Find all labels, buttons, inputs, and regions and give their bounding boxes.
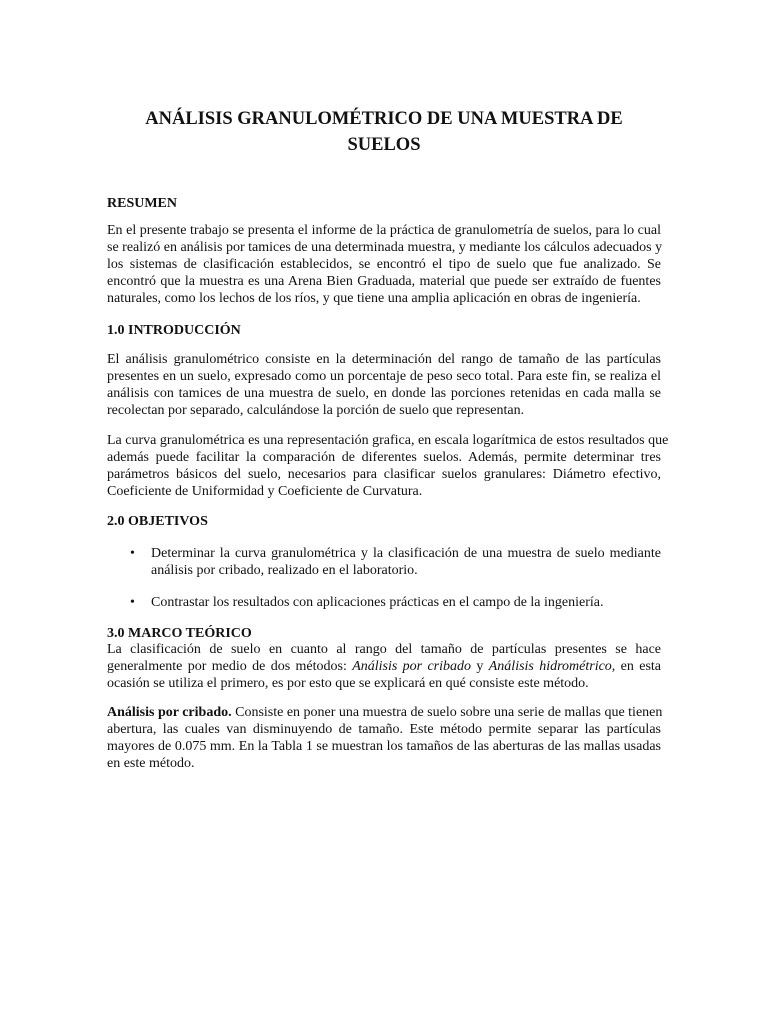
marco-text: en esta bbox=[615, 659, 662, 675]
document-title bbox=[107, 106, 661, 158]
introduccion-line: presentes en un suelo, expresado como un porcentaje de peso seco total. Para este fin, se realiza el bbox=[107, 369, 661, 385]
objetivo-text bbox=[151, 594, 661, 611]
resumen-line: En el presente trabajo se presenta el informe de la práctica de granulometría de suelos, para lo cual bbox=[107, 223, 661, 238]
marco-paragraph-2 bbox=[107, 704, 661, 772]
marco-paragraph-1 bbox=[107, 641, 661, 692]
introduccion-paragraph-1 bbox=[107, 351, 661, 419]
title-line-1: ANÁLISIS GRANULOMÉTRICO DE UNA MUESTRA DE bbox=[145, 109, 623, 129]
marco-text: generalmente por medio de dos métodos: bbox=[107, 659, 353, 675]
introduccion-line: recolectan por separado, calculándose la porción de suelo que representan. bbox=[107, 403, 525, 419]
cribado-term: Análisis por cribado. bbox=[107, 705, 232, 720]
marco-text: Consiste en poner una muestra de suelo sobre una serie de mallas que tienen bbox=[231, 705, 663, 720]
objetivo-line: Determinar la curva granulométrica y la clasificación de una muestra de suelo mediante bbox=[151, 546, 661, 561]
marco-line: mayores de 0.075 mm. En la Tabla 1 se muestran los tamaños de las aberturas de las mallas usadas bbox=[107, 739, 661, 755]
hidrometrico-method: Análisis hidrométrico, bbox=[488, 659, 616, 675]
introduccion-line: además puede facilitar la comparación de diferentes suelos. Además, permite determinar tres bbox=[107, 450, 661, 466]
objetivos-heading: 2.0 OBJETIVOS bbox=[107, 514, 208, 529]
marco-teorico-heading: 3.0 MARCO TEÓRICO bbox=[107, 626, 252, 641]
introduccion-line: Coeficiente de Uniformidad y Coeficiente de Curvatura. bbox=[107, 484, 423, 500]
introduccion-line: análisis con tamices de una muestra de suelo, en donde las porciones retenidas en cada malla se bbox=[107, 386, 661, 402]
cribado-method: Análisis por cribado bbox=[352, 659, 472, 675]
title-line-2: SUELOS bbox=[347, 135, 421, 155]
objetivo-line: análisis por cribado, realizado en el laboratorio. bbox=[151, 563, 418, 579]
resumen-line: los sistemas de clasificación establecidos, se encontró el tipo de suelo que fue analizado. Se bbox=[107, 257, 661, 273]
resumen-heading: RESUMEN bbox=[107, 196, 178, 211]
marco-line-methods bbox=[107, 658, 661, 675]
marco-text: y bbox=[471, 659, 489, 675]
bullet-icon: • bbox=[130, 546, 135, 561]
marco-line: abertura, las cuales van disminuyendo de tamaño. Este método permite separar las partículas bbox=[107, 722, 661, 738]
resumen-paragraph bbox=[107, 222, 661, 307]
objetivo-text bbox=[151, 545, 661, 579]
marco-line: La clasificación de suelo en cuanto al rango del tamaño de partículas presentes se hace bbox=[107, 642, 661, 657]
introduccion-paragraph-2 bbox=[107, 432, 669, 500]
introduccion-line: La curva granulométrica es una representación grafica, en escala logarítmica de estos resultados que bbox=[107, 433, 669, 448]
bullet-icon: • bbox=[130, 595, 135, 610]
objetivo-line: Contrastar los resultados con aplicaciones prácticas en el campo de la ingeniería. bbox=[151, 595, 604, 610]
marco-line bbox=[107, 704, 661, 721]
introduccion-line: parámetros básicos del suelo, necesarios para clasificar suelos granulares: Diámetro efectivo, bbox=[107, 467, 661, 483]
marco-line: en este método. bbox=[107, 756, 195, 772]
introduccion-heading: 1.0 INTRODUCCIÓN bbox=[107, 323, 241, 338]
resumen-line: naturales, como los lechos de los ríos, y que tiene una amplia aplicación en obras de ingeniería. bbox=[107, 291, 641, 307]
resumen-line: encontró que la muestra es una Arena Bien Graduada, material que puede ser extraído de fuentes bbox=[107, 274, 661, 290]
marco-line: ocasión se utiliza el primero, es por esto que se explicará en qué consiste este método. bbox=[107, 676, 589, 692]
introduccion-line: El análisis granulométrico consiste en la determinación del rango de tamaño de las partículas bbox=[107, 352, 661, 367]
resumen-line: se realizó en análisis por tamices de una determinada muestra, y mediante los cálculos adecuados y bbox=[107, 240, 663, 256]
